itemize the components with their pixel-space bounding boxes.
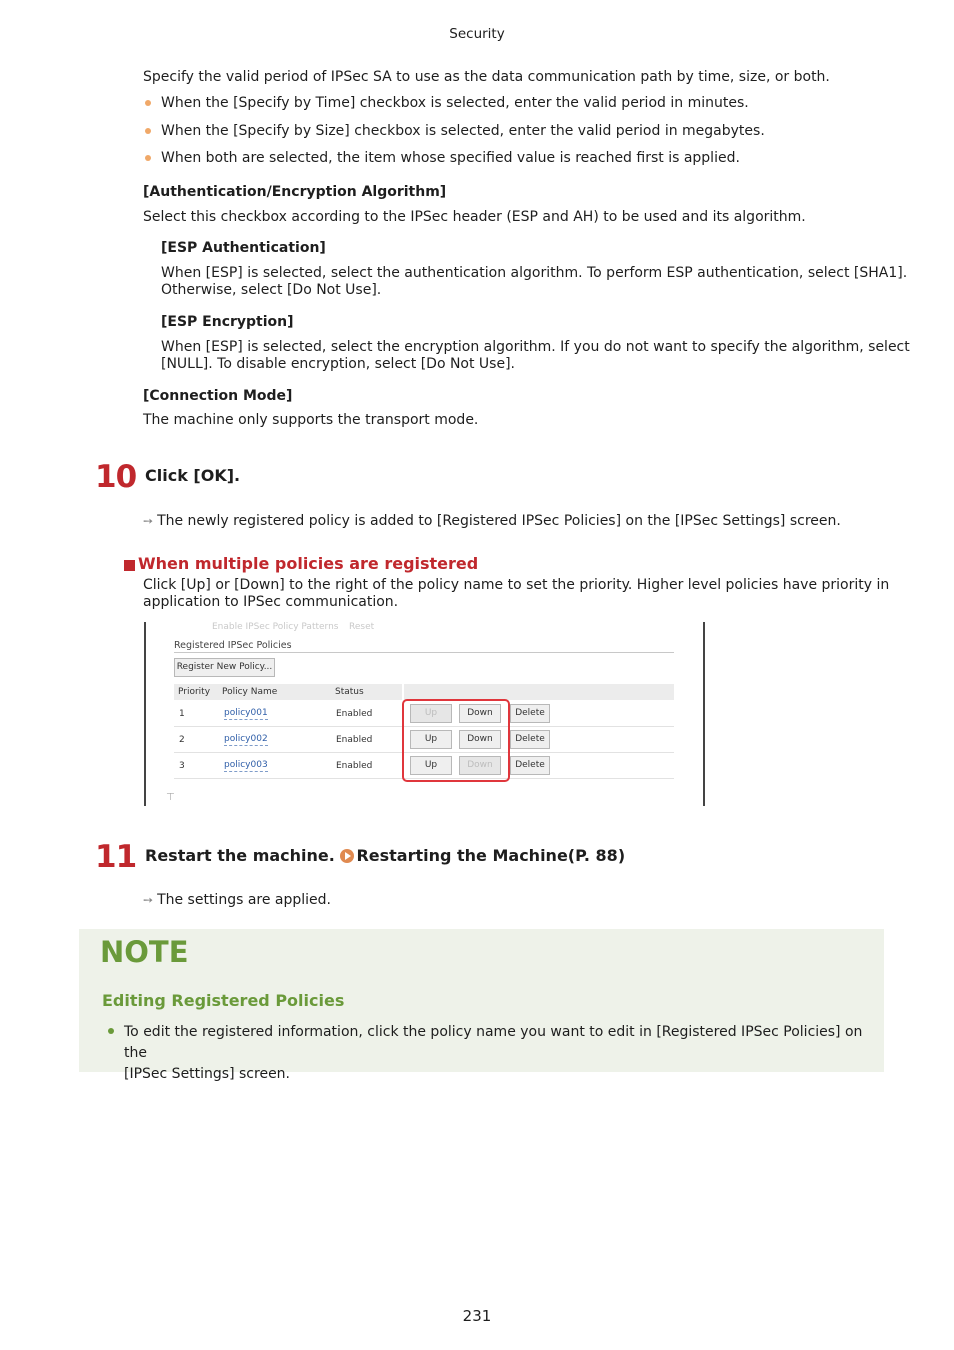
priority-cell: 3 [179,761,185,771]
policy-name-link[interactable]: policy001 [224,708,268,718]
divider [174,652,674,653]
down-button[interactable]: Down [459,730,501,749]
step-result-text: The settings are applied. [157,892,332,908]
esp-auth-heading: [ESP Authentication] [161,240,326,256]
step-result [143,892,331,909]
status-cell: Enabled [336,735,373,745]
esp-enc-text: [NULL]. To disable encryption, select [Do Not Use]. [161,356,515,372]
faint-label: Reset [349,622,375,632]
down-button[interactable]: Down [459,704,501,723]
register-new-policy-button[interactable]: Register New Policy... [174,658,275,677]
esp-enc-text: When [ESP] is selected, select the encryption algorithm. If you do not want to specify the algorithm, select [161,339,910,355]
section-text: application to IPSec communication. [143,594,399,610]
faint-label: Enable IPSec Policy Patterns [212,622,339,632]
conn-heading: [Connection Mode] [143,388,293,404]
step-title-text: Restart the machine. [145,846,335,865]
column-header: Status [335,687,364,697]
note-title: NOTE [100,935,189,969]
link-arrow-icon [340,849,354,863]
bullet-icon [145,100,151,106]
conn-text: The machine only supports the transport mode. [143,412,479,428]
page-number: 231 [462,1307,492,1325]
delete-button[interactable]: Delete [510,730,550,749]
note-text-line: To edit the registered information, click the policy name you want to edit in [Registered IPSec Policies] on the [124,1024,863,1061]
down-button[interactable]: Down [459,756,501,775]
policy-name-link[interactable]: policy003 [224,760,268,770]
priority-buttons-highlight [402,699,510,782]
up-button[interactable]: Up [410,756,452,775]
bullet-icon [145,155,151,161]
delete-button[interactable]: Delete [510,704,550,723]
result-arrow-icon: ➙ [143,893,154,907]
auth-text: Select this checkbox according to the IPSec header (ESP and AH) to be used and its algorithm. [143,209,806,225]
priority-cell: 1 [179,709,185,719]
note-text [124,1022,874,1085]
step-result [143,513,841,530]
section-marker-icon [124,560,135,571]
up-button[interactable]: Up [410,704,452,723]
esp-enc-heading: [ESP Encryption] [161,314,294,330]
policies-screenshot [144,622,705,806]
result-arrow-icon: ➙ [143,514,154,528]
priority-cell: 2 [179,735,185,745]
delete-button[interactable]: Delete [510,756,550,775]
column-header: Policy Name [222,687,278,697]
column-header: Priority [178,687,211,697]
scroll-top-icon: ⊤ [166,792,175,803]
note-subtitle: Editing Registered Policies [102,991,345,1010]
section-heading: When multiple policies are registered [138,554,479,573]
bullet-item: When the [Specify by Time] checkbox is selected, enter the valid period in minutes. [161,95,749,111]
frame-left [144,622,146,806]
running-header: Security [449,26,505,42]
frame-right [703,622,705,806]
intro-text: Specify the valid period of IPSec SA to use as the data communication path by time, size, or both. [143,69,830,85]
auth-heading: [Authentication/Encryption Algorithm] [143,184,447,200]
step-result-text: The newly registered policy is added to [Registered IPSec Policies] on the [IPSec Settings] screen. [157,513,841,529]
step-title [145,846,625,865]
section-text: Click [Up] or [Down] to the right of the policy name to set the priority. Higher level policies have priority in [143,577,890,593]
restart-link[interactable]: Restarting the Machine(P. 88) [356,846,626,865]
status-cell: Enabled [336,709,373,719]
esp-auth-text: Otherwise, select [Do Not Use]. [161,282,382,298]
up-button[interactable]: Up [410,730,452,749]
status-cell: Enabled [336,761,373,771]
table-header [404,684,674,700]
step-title: Click [OK]. [145,466,241,485]
step-number: 11 [95,839,137,875]
note-text-line: [IPSec Settings] screen. [124,1066,291,1082]
step-number: 10 [95,459,137,495]
policy-name-link[interactable]: policy002 [224,734,268,744]
bullet-icon [145,128,151,134]
bullet-item: When both are selected, the item whose specified value is reached first is applied. [161,150,740,166]
registered-policies-title: Registered IPSec Policies [174,640,292,651]
note-box [79,929,884,1082]
bullet-item: When the [Specify by Size] checkbox is selected, enter the valid period in megabytes. [161,123,765,139]
esp-auth-text: When [ESP] is selected, select the authentication algorithm. To perform ESP authentication, select [SHA1]. [161,265,908,281]
bullet-icon [108,1028,114,1034]
